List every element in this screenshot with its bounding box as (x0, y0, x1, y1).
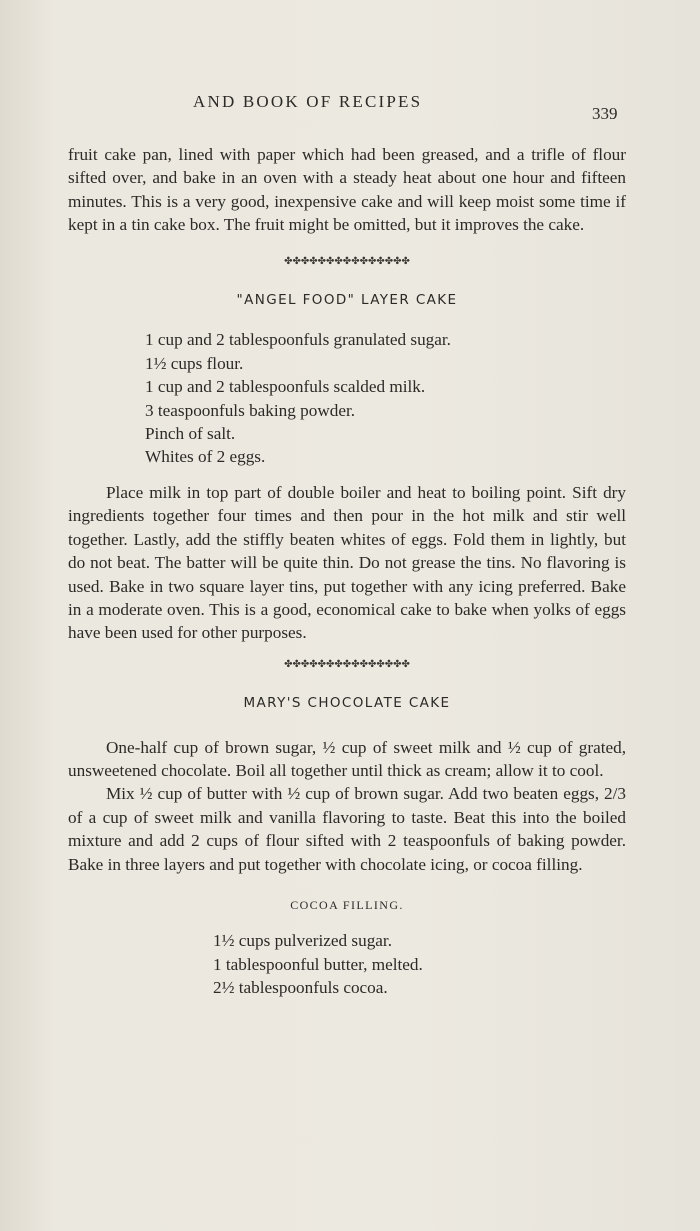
ingredient-item: 1 cup and 2 tablespoonfuls scalded milk. (145, 377, 426, 397)
ingredient-item: 3 teaspoonfuls baking powder. (145, 400, 356, 420)
chocolate-cake-paragraph-2: Mix ½ cup of butter with ½ cup of brown sugar. Add two beaten eggs, 2/3 of a cup of sweet milk and vanilla flavoring to taste. Beat this into the boiled mixture and add 2 cups of flour sifted with 2 teaspoonfuls of baking powder. Bake in three layers and put together with chocolate icing, or cocoa filling. (68, 784, 626, 874)
ingredient-item: 1 cup and 2 tablespoonfuls granulated sugar. (145, 330, 451, 350)
ingredient-item: 1 tablespoonful butter, melted. (213, 954, 423, 974)
cocoa-filling-title: COCOA FILLING. (290, 897, 404, 912)
continued-paragraph: fruit cake pan, lined with paper which had been greased, and a trifle of flour sifted over, and bake in an oven with a steady heat about one hour and fifteen minutes. This is a very good, inexpensive cake and will keep moist some time if kept in a tin cake box. The fruit might be omitted, but it improves the cake. (68, 145, 626, 235)
ingredient-item: Pinch of salt. (145, 424, 236, 444)
ingredient-item: 2½ tablespoonfuls cocoa. (213, 978, 388, 998)
running-head: AND BOOK OF RECIPES (193, 92, 423, 111)
page-header (0, 92, 700, 122)
ingredient-item: 1½ cups flour. (145, 353, 244, 373)
ingredient-list-angel-food (68, 328, 626, 468)
ornament-divider (68, 653, 626, 676)
ornament-divider (68, 250, 626, 273)
page-number: 339 (592, 104, 618, 123)
ornament-glyphs: ✤✤✤✤✤✤✤✤✤✤✤✤✤✤✤ (284, 255, 410, 267)
ingredient-list-cocoa-filling (68, 929, 626, 999)
ingredient-item: 1½ cups pulverized sugar. (213, 931, 392, 951)
directions-angel-food: Place milk in top part of double boiler and heat to boiling point. Sift dry ingredients together four times and then pour in the hot milk and stir well together. Lastly, add the stiffly beaten whites of eggs. Fold them in lightly, but do not beat. The batter will be quite thin. Do not grease the tins. No flavoring is used. Bake in two square layer tins, put together with any icing preferred. Bake in a moderate oven. This is a good, economical cake to bake when yolks of eggs have been used for other purposes. (68, 482, 626, 643)
recipe-title-chocolate-cake: MARY'S CHOCOLATE CAKE (243, 695, 451, 712)
ingredient-item: Whites of 2 eggs. (145, 447, 266, 467)
ornament-glyphs: ✤✤✤✤✤✤✤✤✤✤✤✤✤✤✤ (284, 658, 410, 670)
chocolate-cake-paragraph-1: One-half cup of brown sugar, ½ cup of sweet milk and ½ cup of grated, unsweetened chocolate. Boil all together until thick as cream; allow it to cool. (68, 737, 626, 780)
page-body (68, 143, 626, 1000)
recipe-title-angel-food: "ANGEL FOOD" LAYER CAKE (236, 292, 458, 309)
